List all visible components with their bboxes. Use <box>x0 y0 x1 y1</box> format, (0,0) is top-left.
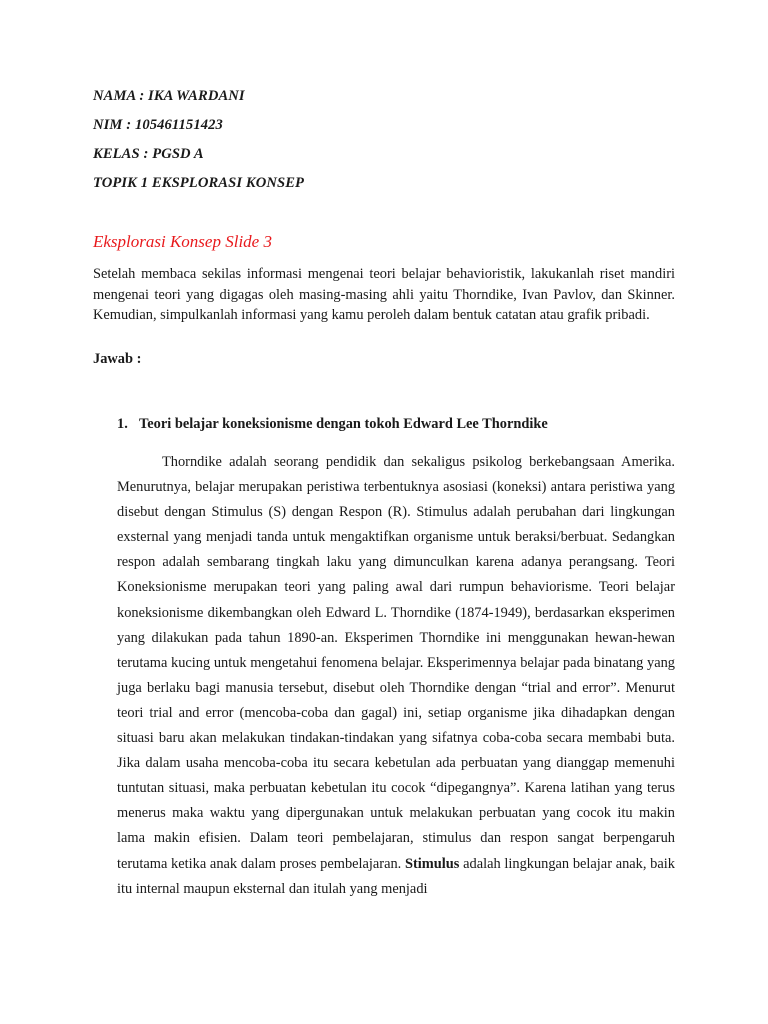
answer-label: Jawab : <box>93 351 142 367</box>
topic-number: 1. <box>117 416 128 432</box>
body-text-part1: Thorndike adalah seorang pendidik dan sekaligus psikolog berkebangsaan Amerika. Menurutnya, belajar merupakan peristiwa terbentuknya asosiasi (koneksi) antara peristiwa yang disebut dengan Stimulus (S) dengan Respon (R). Stimulus adalah perubahan dari lingkungan exsternal yang menjadi tanda untuk mengaktifkan organisme untuk beraksi/berbuat. Sedangkan respon adalah sembarang tingkah laku yang dimunculkan karena adanya perangsang. Teori Koneksionisme merupakan teori yang paling awal dari rumpun behaviorisme. Teori belajar koneksionisme dikembangkan oleh Edward L. Thorndike (1874-1949), berdasarkan eksperimen yang dilakukan pada tahun 1890-an. Eksperimen Thorndike ini menggunakan hewan-hewan terutama kucing untuk mengetahui fenomena belajar. Eksperimennya belajar pada binatang yang juga berlaku bagi manusia tersebut, disebut oleh Thorndike dengan “trial and error”. Menurut teori trial and error (mencoba-coba dan gagal) ini, setiap organisme jika dihadapkan dengan situasi baru akan melakukan tindakan-tindakan yang sifatnya coba-coba secara membabi buta. Jika dalam usaha mencoba-coba itu secara kebetulan ada perbuatan yang dianggap memenuhi tuntutan situasi, maka perbuatan kebetulan itu cocok “dipegangnya”. Karena latihan yang terus menerus maka waktu yang dipergunakan untuk melakukan perbuatan yang cocok itu makin lama makin efisien. Dalam teori pembelajaran, stimulus dan respon sangat berpengaruh terutama ketika anak dalam proses pembelajaran. <box>117 454 675 872</box>
section-title: Eksplorasi Konsep Slide 3 <box>93 232 272 251</box>
stimulus-term: Stimulus <box>405 855 460 872</box>
topic-heading <box>117 416 548 433</box>
topic-heading-text: Teori belajar koneksionisme dengan tokoh Edward Lee Thorndike <box>139 416 548 432</box>
body-paragraph <box>117 450 675 902</box>
student-name: NAMA : IKA WARDANI <box>93 88 245 104</box>
body-text-part2: adalah lingkungan belajar anak, baik itu internal maupun eksternal dan itulah yang menjadi <box>117 855 675 897</box>
topic-label: TOPIK 1 EKSPLORASI KONSEP <box>93 175 305 191</box>
instructions-paragraph: Setelah membaca sekilas informasi mengenai teori belajar behavioristik, lakukanlah riset mandiri mengenai teori yang digagas oleh masing-masing ahli yaitu Thorndike, Ivan Pavlov, dan Skinner. Kemudian, simpulkanlah informasi yang kamu peroleh dalam bentuk catatan atau grafik pribadi. <box>93 266 675 323</box>
student-class: KELAS : PGSD A <box>93 146 204 162</box>
student-nim: NIM : 105461151423 <box>93 117 223 133</box>
